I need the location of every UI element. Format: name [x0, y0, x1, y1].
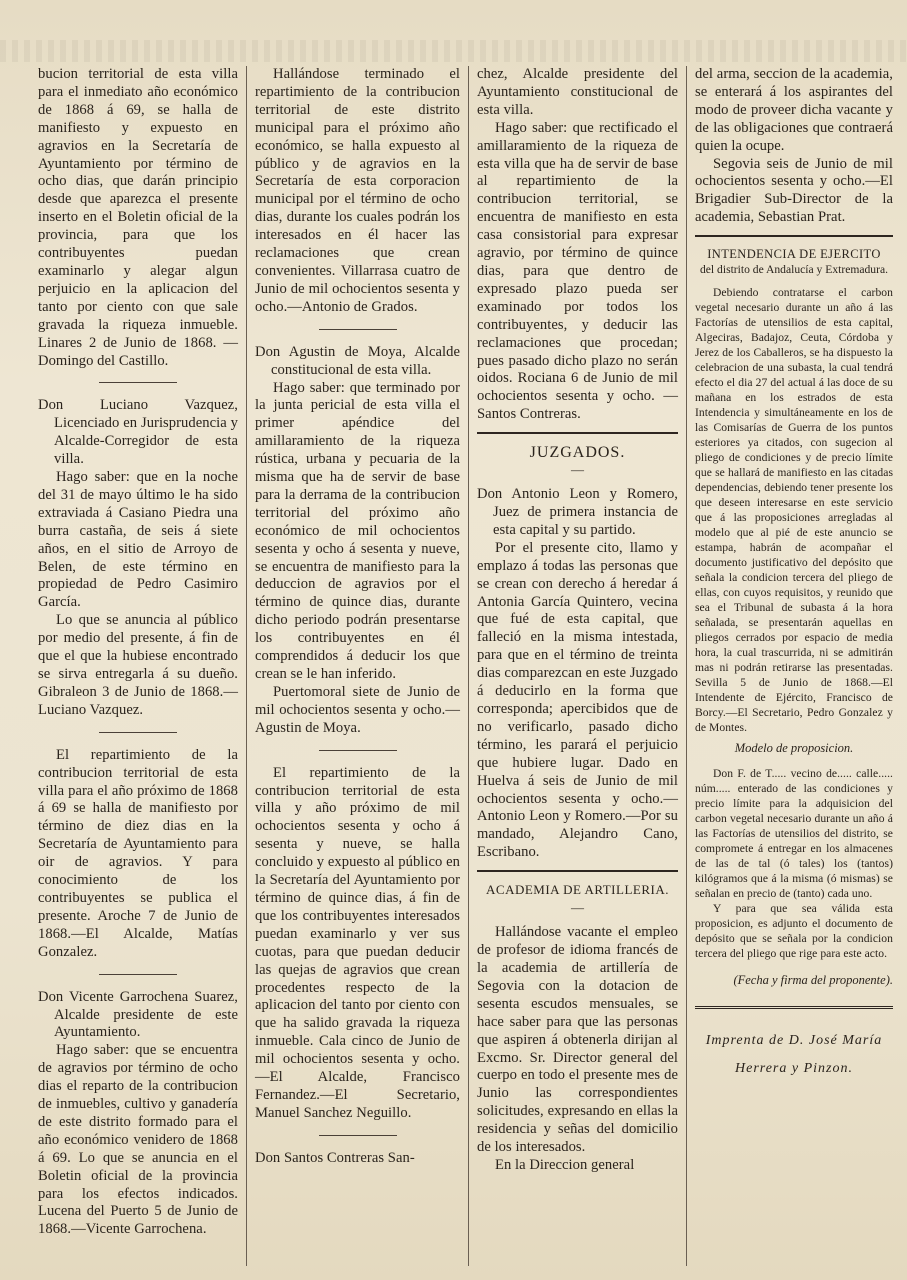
- column-4: [687, 66, 893, 1266]
- notice-body-academia-2: En la Direccion general: [495, 1156, 635, 1173]
- rule: [477, 432, 678, 434]
- notice-aroche: El repartimiento de la contribucion territorial de esta villa para el año próximo de 1868 á 69 se halla de manifiesto por término de diez dias en la Secretaría de Ayuntamiento para oir de agravios. Y para conocimiento de los contribuyentes se publica el presente. Aroche 7 de Junio de 1868.—El Alcalde, Matías Gonzalez.: [38, 746, 238, 960]
- section-title-academia: ACADEMIA DE ARTILLERIA.: [486, 882, 669, 898]
- notice-body-vazquez-2: Lo que se anuncia al público por medio del presente, á fin de que el que la hubiese encontrado se sirva entregarla á su dueño. Gibraleon 3 de Junio de 1868.—Luciano Vazquez.: [38, 612, 238, 718]
- notice-body-leon: Por el presente cito, llamo y emplazo á todas las personas que se crean con derecho á heredar á Antonia García Quintero, vecina que fué de esta capital, que falleció en la misma intestada, para que en el término de treinta dias comparezcan en este Juzgado á deducirlo en la forma que corresponda; apercibidos que de no verificarlo, pasado dicho término, les parará el perjuicio que hubiere lugar. Dado en Huelva á seis de Junio de mil ochocientos sesenta y ocho.—Antonio Leon y Romero.—Por su mandado, Alejandro Cano, Escribano.: [477, 539, 678, 861]
- section-title-intendencia: INTENDENCIA DE EJERCITO: [707, 247, 881, 262]
- notice-heading-moya: Don Agustin de Moya, Alcalde constitucional de esta villa.: [255, 343, 460, 378]
- column-2: [247, 66, 469, 1266]
- separator: [319, 329, 397, 330]
- dash: —: [571, 900, 584, 916]
- notice-heading-garrochena: Don Vicente Garrochena Suarez, Alcalde presidente de este Ayuntamiento.: [38, 988, 238, 1041]
- notice-body-intendencia: Debiendo contratarse el carbon vegetal necesario durante un año á las Factorías de utensilios de esta capital, Algeciras, Badajoz, Ceuta, Córdoba y Jerez de los Caballeros, se ha dispuesto la celebracion de una subasta, la cual tendrá efecto el dia 27 del actual á las doce de su mañana en los estrados de esta Intendencia y simultáneamente en los de las Comisarías de Guerra de los puntos esteriores ya citados, con sugecion al pliego de condiciones y de precio límite que se hallará de manifiesto en las citadas dependencias, debiendo tener presente los que deseen interesarse en este servicio que á las proposiciones arregladas al modelo que al pié de este anuncio se estampa, habrán de acompañar el documento justificativo del depósito que señala la condicion tercera del pliego de ellas, con cuyos requisitos, y reunido que sea el Tribunal de subasta á la hora señalada, se presentarán aquellas en pliegos cerrados por espacio de media hora, la cual trascurrida, ni se admitirán mas ni podrán retirarse las presentadas. Sevilla 5 de Junio de 1868.—El Intendente de Ejército, Francisco de Borcy.—El Secretario, Pedro Gonzalez y de Montes.: [695, 286, 893, 735]
- separator: [319, 1135, 397, 1136]
- column-1: [36, 66, 247, 1266]
- modelo-title: Modelo de proposicion.: [734, 741, 854, 756]
- notice-heading-vazquez: Don Luciano Vazquez, Licenciado en Jurisprudencia y Alcalde-Corregidor de esta villa.: [38, 397, 238, 468]
- imprint-line-2: Herrera y Pinzon.: [735, 1061, 853, 1077]
- modelo-signature: (Fecha y firma del proponente).: [733, 973, 893, 988]
- notice-heading-leon: Don Antonio Leon y Romero, Juez de primera instancia de esta capital y su partido.: [477, 486, 678, 538]
- notice-heading-contreras: Don Santos Contreras San-: [255, 1149, 415, 1166]
- imprint: [695, 1027, 893, 1083]
- rule: [477, 870, 678, 872]
- notice-academia-cont: del arma, seccion de la academia, se enterará á los aspirantes del modo de proveer dicha vacante y de las obligaciones que contraerá quien la ocupe.: [695, 66, 893, 154]
- rule: [695, 235, 893, 237]
- bleed-through-texture: [0, 40, 907, 62]
- separator: [99, 974, 177, 975]
- rule: [695, 1006, 893, 1009]
- notice-body-academia: Hallándose vacante el empleo de profesor de idioma francés de la academia de artillería de Segovia con la dotacion de sesenta escudos mensuales, se hace saber para que las personas que aspiren á obtenerla dirijan al Excmo. Sr. Director general del cuerpo en todo el presente mes de Junio las correspondientes solicitudes, expresando en ellas la residencia y señas del domicilio de los interesados.: [477, 924, 678, 1156]
- notice-body-garrochena: Hago saber: que se encuentra de agravios por término de ocho dias el reparto de la contribucion de inmuebles, cultivo y ganadería de este distrito formado para el año económico venidero de 1868 á 69. Lo que se anuncia en el Boletin oficial de la provincia para los efectos indicados. Lucena del Puerto 5 de Junio de 1868.—Vicente Garrochena.: [38, 1042, 238, 1238]
- notice-heading-contreras-cont: chez, Alcalde presidente del Ayuntamiento constitucional de esta villa.: [477, 66, 678, 118]
- notice-body-rociana: Hago saber: que rectificado el amillaramiento de la riqueza de esta villa que ha de servir de base al repartimiento de la contribucion territorial, se encuentra de manifiesto en esta casa consistorial para expresar agravio, por término de quince dias, para que dentro de expresado plazo pueda ser examinado por todos los contribuyentes, y deducir las reclamaciones que procedan; pues pasado dicho plazo no serán oidos. Rociana 6 de Junio de mil ochocientos sesenta y ocho. —Santos Contreras.: [477, 119, 678, 423]
- dash: —: [571, 462, 584, 478]
- notice-body-moya: Hago saber: que terminado por la junta pericial de esta villa el primer apéndice del amillaramiento de la riqueza rústica, urbana y pecuaria de la misma que ha de servir de base para la derrama de la contribucion territorial del próximo año económico de mil ochocientos sesenta y ocho á sesenta y nueve, se encuentra de manifiesto para la deduccion de agravios por el término de quince dias, durante dicho periodo podrán presentarse los contribuyentes en él comprendidos á deducir los que crean se le han inferido.: [255, 379, 460, 682]
- modelo-body: Don F. de T..... vecino de..... calle..... núm..... enterado de las condiciones y precio límite para la adquisicion del carbon vegetal necesario durante un año á las Factorías de utensilios del distrito, se compromete á entregar en los almacenes de las de tal (ó tales) los (tantos) kilógramos que á la misma (ó mismas) se señalan en precio de (tanto) cada uno.: [695, 767, 893, 901]
- column-3: [469, 66, 687, 1266]
- separator: [319, 750, 397, 751]
- section-title-juzgados: JUZGADOS.: [529, 444, 626, 462]
- notice-villarrasa: Hallándose terminado el repartimiento de la contribucion territorial de este distrito municipal para el próximo año económico, se halla expuesto al público y de agravios en la Secretaría de esta corporacion municipal por el término de ocho dias, durante los cuales podrán los interesados en él hacer las reclamaciones que crean convenientes. Villarrasa cuatro de Junio de mil ochocientos sesenta y ocho.—Antonio de Grados.: [255, 66, 460, 315]
- notice-body-vazquez: Hago saber: que en la noche del 31 de mayo último le ha sido extraviada á Casiano Piedra una burra castaña, de seis á siete años, en el sitio de Arroyo de Belen, de este término en propiedad de Pedro Casimiro García.: [38, 469, 238, 611]
- separator: [99, 732, 177, 733]
- notice-body-moya-2: Puertomoral siete de Junio de mil ochocientos sesenta y ocho.—Agustin de Moya.: [255, 683, 460, 736]
- notice-cala: El repartimiento de la contribucion territorial de esta villa y año próximo de mil ochocientos sesenta y ocho á sesenta y nueve, se halla concluido y expuesto al público en la Secretaría del Ayuntamiento por término de quince dias, á fin de que los contribuyentes interesados puedan examinarlo y ver sus cuotas, para que puedan deducir las quejas de agravios que crean procedentes respecto de la aplicacion del tanto por ciento con que ha salido gravada la riqueza inmueble. Cala cinco de Junio de mil ochocientos sesenta y ocho. —El Alcalde, Francisco Fernandez.—El Secretario, Manuel Sanchez Neguillo.: [255, 764, 460, 1121]
- modelo-body-2: Y para que sea válida esta proposicion, es adjunto el documento de depósito que se señala por la condicion tercera del pliego que rige para este acto.: [695, 902, 893, 961]
- imprint-line-1: Imprenta de D. José María: [705, 1033, 883, 1049]
- section-subtitle-intendencia: del distrito de Andalucía y Extremadura.: [699, 263, 889, 277]
- separator: [99, 382, 177, 383]
- notice-linares: bucion territorial de esta villa para el inmediato año económico de 1868 á 69, se halla de manifiesto y expuesto en agravios en la Secretaría de Ayuntamiento por término de ocho dias, que darán principio desde que aparezca el presente inserto en el Boletin oficial de la provincia, para que los contribuyentes puedan examinarlo y alegar algun perjuicio en la aplicacion del tanto por ciento con que sale gravada la riqueza inmueble. Linares 2 de Junio de 1868. —Domingo del Castillo.: [38, 66, 238, 369]
- columns: [36, 66, 893, 1266]
- notice-segovia: Segovia seis de Junio de mil ochocientos sesenta y ocho.—El Brigadier Sub-Director de la academia, Sebastian Prat.: [695, 155, 893, 226]
